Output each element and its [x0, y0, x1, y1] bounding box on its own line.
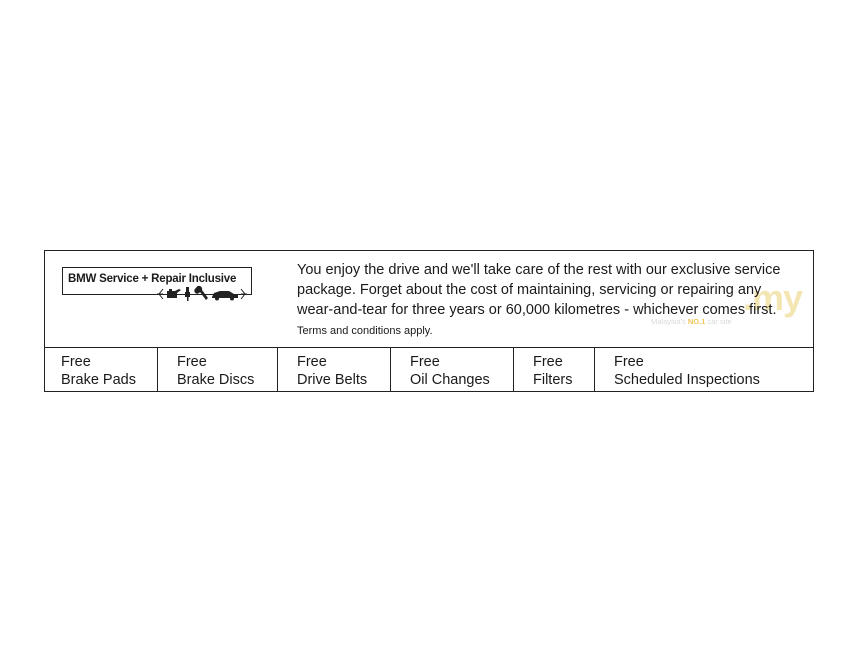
description-text: You enjoy the drive and we'll take care of the rest with our exclusive service package. Forget about the cost of maintaining, servicing or repairing any wear-and-tear for three years or 60,000 kilometres - whichever comes first. [297, 262, 781, 318]
service-package-panel [44, 250, 814, 392]
item-scheduled-inspections: Free Scheduled Inspections [614, 354, 760, 388]
item-brake-discs: Free Brake Discs [158, 348, 278, 392]
included-items-row [45, 348, 813, 392]
oil-can-icon [167, 289, 181, 298]
item-drive-belts: Free Drive Belts [278, 348, 391, 392]
car-icon [212, 291, 238, 301]
wrench-icon [194, 286, 208, 300]
item-filters: Free Filters [514, 348, 595, 392]
watermark-tagline: Malaysia's NO.1 car site [651, 317, 732, 326]
item-brake-pads: Free Brake Pads [45, 348, 158, 392]
package-header [45, 251, 813, 348]
spark-plug-icon [185, 287, 190, 301]
badge-title: BMW Service + Repair Inclusive [68, 273, 237, 285]
item-oil-changes: Free Oil Changes [391, 348, 514, 392]
package-description [297, 260, 797, 341]
badge-icons [157, 285, 247, 303]
watermark-logo: .my [743, 277, 803, 318]
terms-note: Terms and conditions apply. [297, 325, 433, 337]
